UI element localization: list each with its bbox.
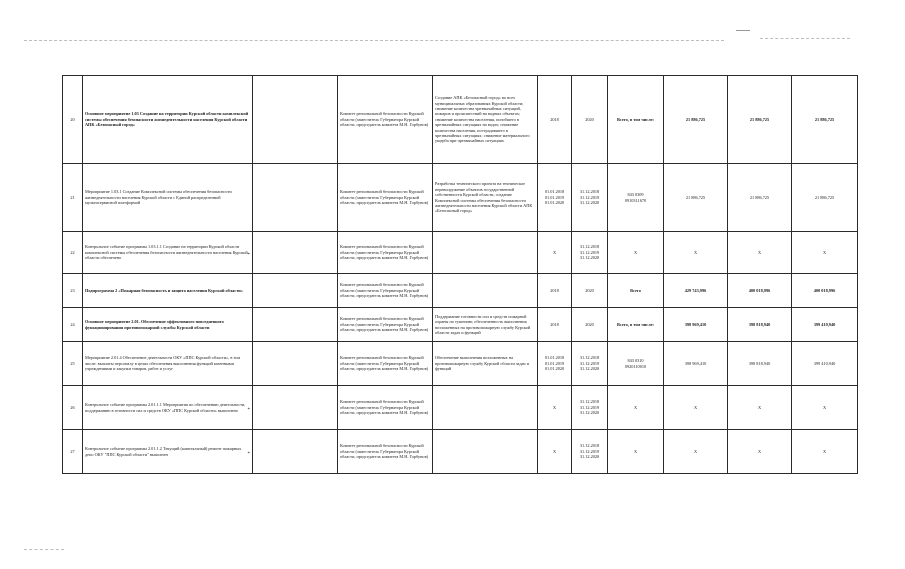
row-end-line: 31.12.2018 <box>579 355 600 361</box>
table-row <box>63 274 858 308</box>
row-result: Поддержание готовности сил и средств пожарной охраны по тушению; обеспеченность выполнения возложенных на противопожарную службу Курской области задач и функций <box>433 308 538 342</box>
row-kbk-line: 0910311670 <box>624 197 647 203</box>
row-spacer <box>253 164 338 232</box>
row-total: X <box>664 430 728 474</box>
bottom-dashed-line <box>24 549 64 550</box>
row-start-line: 2018 <box>550 287 559 293</box>
row-2019: 398 818,940 <box>728 308 792 342</box>
row-2019: 21 886,725 <box>728 76 792 164</box>
row-end <box>572 76 608 164</box>
row-name-text: Мероприятие 2.01.4 Обеспечение деятельности ОКУ «ППС Курской области», в том числе: выплаты персоналу в целях обеспечения выполнения функций казенными учреждениями и закупки товаров, работ и услуг <box>85 355 241 372</box>
table-row <box>63 342 858 386</box>
row-result <box>433 386 538 430</box>
top-dashed-line-right <box>760 38 850 39</box>
row-end-line: 31.12.2018 <box>579 244 600 250</box>
row-end-line: 2020 <box>585 321 594 327</box>
row-executor: Комитет региональной безопасности Курской области (заместитель Губернатора Курской области, председатель комитета М.Н. Горбунов) <box>338 274 433 308</box>
row-end-line: 31.12.2020 <box>579 200 600 206</box>
row-executor: Комитет региональной безопасности Курской области (заместитель Губернатора Курской области, председатель комитета М.Н. Горбунов) <box>338 386 433 430</box>
row-start-line: 2018 <box>550 116 559 122</box>
row-end-line: 31.12.2019 <box>579 448 600 454</box>
row-name-text: Подпрограмма 2 «Пожарная безопасность и защита населения Курской области» <box>85 287 243 293</box>
row-kbk-line: 843 0310 <box>627 358 644 364</box>
row-kbk-line: Всего, в том числе: <box>617 116 654 122</box>
row-2019: X <box>728 386 792 430</box>
row-2019: 21 886,725 <box>728 164 792 232</box>
row-end <box>572 164 608 232</box>
row-executor: Комитет региональной безопасности Курской области (заместитель Губернатора Курской области, председатель комитета М.Н. Горбунов) <box>338 76 433 164</box>
row-result <box>433 430 538 474</box>
row-number: 23 <box>63 274 83 308</box>
row-start <box>538 164 572 232</box>
row-2020: 399 410,940 <box>792 342 858 386</box>
row-number: 27 <box>63 430 83 474</box>
row-start-line: 01.01.2018 <box>544 189 565 195</box>
row-name <box>83 76 253 164</box>
row-start-line: 01.01.2019 <box>544 360 565 366</box>
row-start-line: X <box>552 448 557 454</box>
row-kbk-line: 0920110010 <box>624 363 647 369</box>
top-dashed-line <box>24 40 724 41</box>
row-result <box>433 232 538 274</box>
row-total: 398 969,410 <box>664 308 728 342</box>
row-number: 20 <box>63 76 83 164</box>
row-total: X <box>664 232 728 274</box>
row-name <box>83 274 253 308</box>
row-name-text: Мероприятие 1.03.1 Создание Комплексной системы обеспечения безопасности жизнедеятельности населения Курской области с Единой распределенной мультисервисной платформой <box>85 189 232 206</box>
row-total: 398 969,410 <box>664 342 728 386</box>
row-kbk-line: 843 0309 <box>627 192 644 198</box>
row-start-line: 01.01.2018 <box>544 355 565 361</box>
row-kbk <box>608 308 664 342</box>
row-start <box>538 342 572 386</box>
row-spacer <box>253 274 338 308</box>
asterisk-mark: * <box>247 407 250 413</box>
row-name <box>83 232 253 274</box>
row-2020: 400 018,996 <box>792 274 858 308</box>
row-spacer <box>253 308 338 342</box>
row-name-text: Основное мероприятие 2.01. Обеспечение эффективного повседневного функционирования противопожарной службы Курской области <box>85 319 224 330</box>
row-end-line: 31.12.2020 <box>579 255 600 261</box>
row-2020: X <box>792 430 858 474</box>
row-executor: Комитет региональной безопасности Курской области (заместитель Губернатора Курской области, председатель комитета М.Н. Горбунов) <box>338 308 433 342</box>
asterisk-mark: * <box>247 252 250 258</box>
row-start-line: 01.01.2019 <box>544 194 565 200</box>
row-result: Разработка технического проекта на техническое перевооружение объектов государственной собственности Курской области, создание Комплексной системы обеспечения безопасности жизнедеятельности населения Курской области АПК «Безопасный город» <box>433 164 538 232</box>
row-end <box>572 232 608 274</box>
row-spacer <box>253 430 338 474</box>
row-name-text: Основное мероприятие 1.03 Создание на территории Курской области комплексной системы обеспечения безопасности жизнедеятельности населения Курской области АПК «Безопасный город» <box>85 111 249 128</box>
row-spacer <box>253 232 338 274</box>
row-number: 26 <box>63 386 83 430</box>
row-start-line: 01.01.2020 <box>544 366 565 372</box>
row-number: 21 <box>63 164 83 232</box>
table-row <box>63 308 858 342</box>
row-total: 21 886,725 <box>664 164 728 232</box>
row-result: Создание АПК «Безопасный город» во всех муниципальных образованиях Курской области; снижение количества чрезвычайных ситуаций, пожаров и происшествий на водных объектах; снижение количества населения, погибшего в чрезвычайных ситуациях на водах; снижение количества населения, пострадавшего в чрезвычайных ситуациях; снижение материального ущерба при чрезвычайных ситуациях <box>433 76 538 164</box>
row-kbk <box>608 232 664 274</box>
row-total: 429 743,996 <box>664 274 728 308</box>
row-start-line: X <box>552 404 557 410</box>
row-kbk <box>608 76 664 164</box>
row-name-text: Контрольное событие программы 1.03.1.1 Создание на территории Курской области комплексной системы обеспечения безопасности жизнедеятельности населения Курской области обеспечено <box>85 244 248 261</box>
row-2020: X <box>792 386 858 430</box>
row-total: 21 886,725 <box>664 76 728 164</box>
row-start-line: 01.01.2020 <box>544 200 565 206</box>
row-result: Обеспечение выполнения возложенных на противопожарную службу Курской области задач и функций <box>433 342 538 386</box>
row-end-line: 31.12.2019 <box>579 194 600 200</box>
row-name-text: Контрольное событие программы 2.01.1.2 Текущий (капитальный) ремонт пожарных депо ОКУ "ППС Курской области" выполнен <box>85 446 242 457</box>
row-start <box>538 274 572 308</box>
row-end <box>572 386 608 430</box>
row-kbk-line: X <box>633 404 638 410</box>
table-row <box>63 164 858 232</box>
row-start <box>538 386 572 430</box>
row-start-line: X <box>552 249 557 255</box>
row-number: 22 <box>63 232 83 274</box>
row-end-line: 31.12.2019 <box>579 360 600 366</box>
row-spacer <box>253 386 338 430</box>
row-2020: X <box>792 232 858 274</box>
row-total: X <box>664 386 728 430</box>
table-row <box>63 386 858 430</box>
row-name-text: Контрольное событие программы 2.01.1.1 Мероприятия по обеспечению деятельности, поддержанию в готовности сил и средств ОКУ «ППС Курской области» выполнено <box>85 402 246 413</box>
row-end-line: 31.12.2020 <box>579 454 600 460</box>
row-name <box>83 164 253 232</box>
row-spacer <box>253 76 338 164</box>
row-2019: 400 018,996 <box>728 274 792 308</box>
row-end <box>572 308 608 342</box>
corner-mark <box>736 30 750 31</box>
row-kbk <box>608 342 664 386</box>
row-end-line: 31.12.2020 <box>579 410 600 416</box>
row-start <box>538 232 572 274</box>
row-kbk-line: Всего, в том числе: <box>617 321 654 327</box>
row-spacer <box>253 342 338 386</box>
row-kbk-line: Всего <box>630 287 641 293</box>
table-row <box>63 232 858 274</box>
row-end <box>572 430 608 474</box>
table-row <box>63 76 858 164</box>
row-end <box>572 342 608 386</box>
table-body <box>63 76 858 474</box>
row-executor: Комитет региональной безопасности Курской области (заместитель Губернатора Курской области, председатель комитета М.Н. Горбунов) <box>338 342 433 386</box>
row-2020: 21 886,725 <box>792 164 858 232</box>
row-end-line: 31.12.2018 <box>579 443 600 449</box>
row-result <box>433 274 538 308</box>
asterisk-mark: * <box>247 451 250 457</box>
row-executor: Комитет региональной безопасности Курской области (заместитель Губернатора Курской области, председатель комитета М.Н. Горбунов) <box>338 232 433 274</box>
row-start <box>538 76 572 164</box>
row-name <box>83 308 253 342</box>
program-table <box>62 75 858 474</box>
row-end-line: 31.12.2018 <box>579 399 600 405</box>
row-end-line: 31.12.2019 <box>579 249 600 255</box>
row-executor: Комитет региональной безопасности Курской области (заместитель Губернатора Курской области, председатель комитета М.Н. Горбунов) <box>338 430 433 474</box>
row-end-line: 2020 <box>585 116 594 122</box>
row-executor: Комитет региональной безопасности Курской области (заместитель Губернатора Курской области, председатель комитета М.Н. Горбунов) <box>338 164 433 232</box>
row-2019: 398 818,940 <box>728 342 792 386</box>
row-end-line: 31.12.2018 <box>579 189 600 195</box>
row-start <box>538 308 572 342</box>
row-end-line: 2020 <box>585 287 594 293</box>
row-end-line: 31.12.2020 <box>579 366 600 372</box>
row-name <box>83 386 253 430</box>
row-kbk-line: X <box>633 448 638 454</box>
row-kbk <box>608 274 664 308</box>
row-kbk-line: X <box>633 249 638 255</box>
row-kbk <box>608 164 664 232</box>
table-row <box>63 430 858 474</box>
row-end-line: 31.12.2019 <box>579 404 600 410</box>
row-2020: 399 410,940 <box>792 308 858 342</box>
row-2019: X <box>728 430 792 474</box>
row-number: 25 <box>63 342 83 386</box>
row-number: 24 <box>63 308 83 342</box>
row-2019: X <box>728 232 792 274</box>
row-name <box>83 342 253 386</box>
row-start-line: 2018 <box>550 321 559 327</box>
row-end <box>572 274 608 308</box>
row-kbk <box>608 430 664 474</box>
row-kbk <box>608 386 664 430</box>
row-start <box>538 430 572 474</box>
row-2020: 21 886,725 <box>792 76 858 164</box>
row-name <box>83 430 253 474</box>
